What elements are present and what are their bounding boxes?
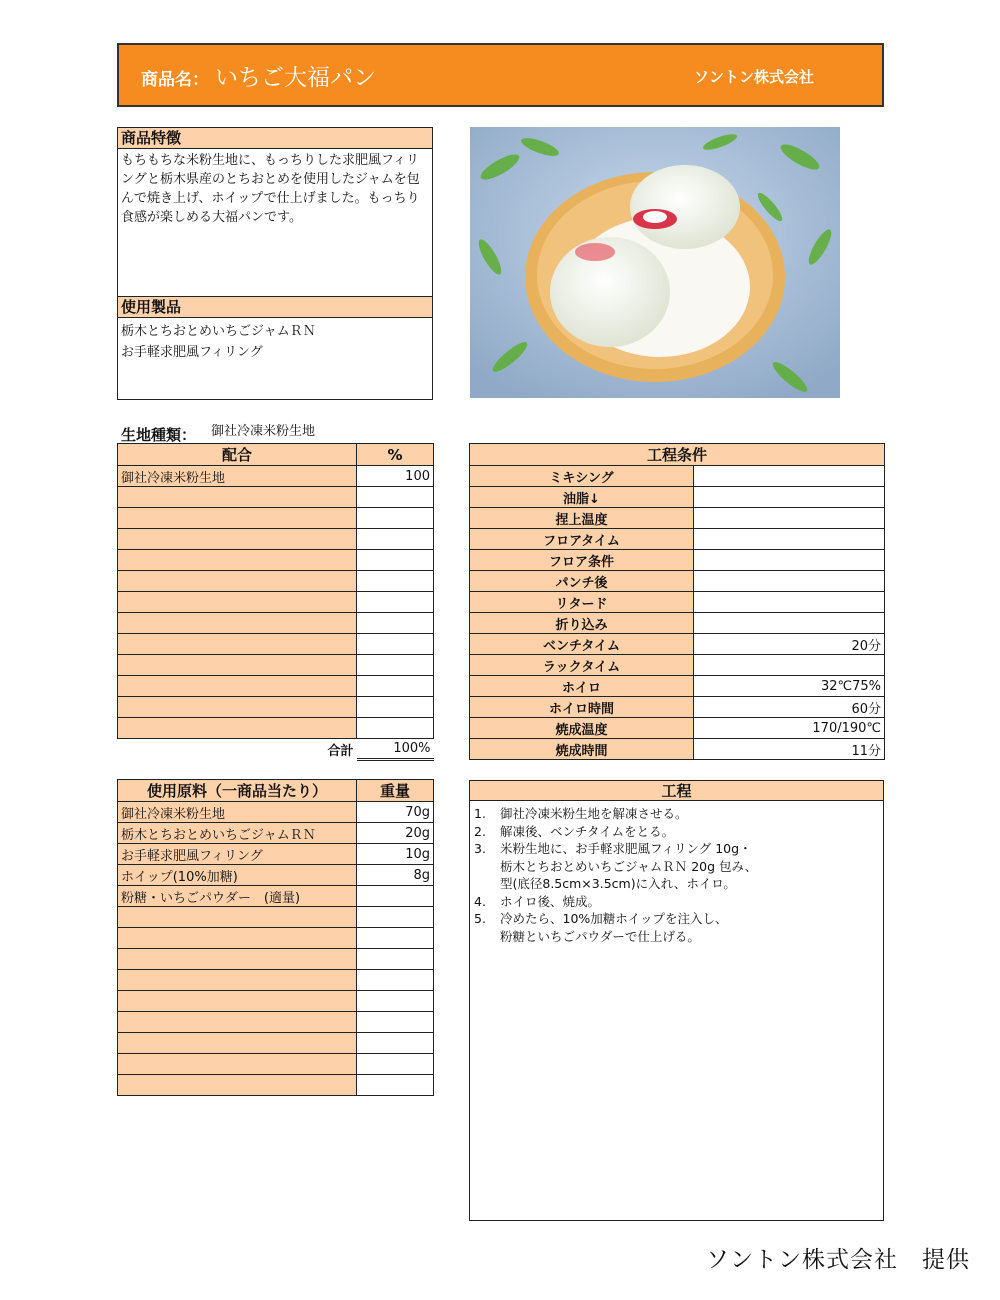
table-row [470,592,885,613]
table-row [118,823,434,844]
table-row [118,1054,434,1075]
list-item [474,910,883,945]
ingredient-weight [357,1075,434,1096]
company-name: ソントン株式会社 [694,68,815,86]
formula-col-pct: % [357,444,434,466]
formula-pct [357,550,434,571]
ingredient-weight: 20g [357,823,434,844]
condition-value [694,466,885,487]
formula-pct [357,571,434,592]
formula-pct [357,634,434,655]
features-box [117,127,433,297]
formula-name [118,592,357,613]
table-row [118,1012,434,1033]
formula-pct: 100 [357,466,434,487]
ingredient-name [118,1033,357,1054]
step-number: 3. [474,841,486,856]
list-item [474,805,883,823]
condition-label: フロアタイム [470,529,694,550]
condition-value [694,508,885,529]
condition-value [694,550,885,571]
condition-label: ベンチタイム [470,634,694,655]
table-row [118,844,434,865]
ingredient-weight [357,1033,434,1054]
ingredient-name [118,991,357,1012]
step-number: 5. [474,911,486,926]
ingredient-weight [357,991,434,1012]
table-row [118,655,434,676]
table-row [118,907,434,928]
step-number: 2. [474,823,486,839]
condition-value: 60分 [694,697,885,718]
features-heading: 商品特徴 [118,128,432,149]
formula-name [118,571,357,592]
table-row [118,697,434,718]
formula-name [118,634,357,655]
ingredient-weight [357,928,434,949]
step-text: 御社冷凍米粉生地を解凍させる。 [500,806,688,821]
list-item [474,893,883,911]
list-item [474,823,883,841]
table-row [470,739,885,760]
condition-label: ミキシング [470,466,694,487]
formula-total-row [118,739,434,760]
formula-pct [357,613,434,634]
formula-pct [357,592,434,613]
ingredient-name [118,970,357,991]
condition-label: パンチ後 [470,571,694,592]
table-row [470,487,885,508]
ingredient-name [118,928,357,949]
table-row [470,613,885,634]
table-row [470,718,885,739]
ingredient-name: 栃木とちおとめいちごジャムＲＮ [118,823,357,844]
table-row [118,949,434,970]
ingredient-name [118,907,357,928]
condition-value [694,529,885,550]
formula-total-value: 100% [357,739,434,760]
table-row [118,1075,434,1096]
step-text: ホイロ後、焼成。 [500,893,601,909]
step-text: 解凍後、ベンチタイムをとる。 [500,823,675,839]
product-header [117,43,884,107]
ingredients-table [117,779,434,1096]
table-row [470,634,885,655]
formula-pct [357,487,434,508]
condition-label: ホイロ時間 [470,697,694,718]
table-row [118,550,434,571]
ingredient-weight [357,907,434,928]
products-box [117,296,433,400]
ingredient-weight [357,970,434,991]
condition-value: 20分 [694,634,885,655]
table-row [470,550,885,571]
table-row [118,571,434,592]
table-row [470,655,885,676]
dough-type-label: 生地種類： [121,426,197,444]
table-row [118,676,434,697]
step-text: 冷めたら、10%加糖ホイップを注入し、 粉糖といちごパウダーで仕上げる。 [500,911,728,944]
formula-table [117,443,434,761]
condition-value: 32℃75% [694,676,885,697]
product-name: いちご大福パン [215,65,376,91]
formula-name [118,613,357,634]
condition-label: 折り込み [470,613,694,634]
formula-name [118,529,357,550]
formula-name [118,487,357,508]
condition-value: 170/190℃ [694,718,885,739]
ingredient-weight: 70g [357,802,434,823]
condition-value [694,592,885,613]
features-text: もちもちな米粉生地に、もっちりした求肥風フィリングと栃木県産のとちおとめを使用したジャムを包んで焼き上げ、ホイップで仕上げました。もっちり食感が楽しめる大福パンです。 [121,153,420,225]
ingredient-weight [357,949,434,970]
formula-pct [357,508,434,529]
footer-credit: ソントン株式会社 提供 [706,1247,970,1273]
condition-value [694,487,885,508]
formula-pct [357,718,434,739]
process-steps [470,801,883,945]
formula-name [118,718,357,739]
table-row [118,718,434,739]
table-row [118,592,434,613]
table-row [118,991,434,1012]
table-row [470,697,885,718]
formula-name [118,508,357,529]
table-row [470,466,885,487]
table-row [470,571,885,592]
product-title [141,59,376,92]
condition-label: ホイロ [470,676,694,697]
ingredient-name [118,1054,357,1075]
table-row [118,466,434,487]
formula-name: 御社冷凍米粉生地 [118,466,357,487]
conditions-table [469,443,885,760]
condition-label: 油脂↓ [470,487,694,508]
table-row [118,928,434,949]
formula-total-label: 合計 [118,739,357,760]
ingredient-weight [357,1012,434,1033]
condition-label: 焼成温度 [470,718,694,739]
condition-label: リタード [470,592,694,613]
ingredients-col-weight: 重量 [357,780,434,802]
formula-pct [357,697,434,718]
condition-value [694,571,885,592]
formula-pct [357,676,434,697]
conditions-heading: 工程条件 [470,444,885,466]
formula-name [118,655,357,676]
table-row [118,529,434,550]
ingredient-name [118,949,357,970]
condition-label: 焼成時間 [470,739,694,760]
ingredient-weight [357,1054,434,1075]
ingredient-name: お手軽求肥風フィリング [118,844,357,865]
product-photo [470,127,840,398]
product-name-label: 商品名： [141,70,209,90]
ingredient-name [118,1012,357,1033]
step-number: 1. [474,806,486,821]
step-number: 4. [474,893,486,909]
products-heading: 使用製品 [118,297,432,318]
formula-name [118,550,357,571]
product-item: お手軽求肥風フィリング [121,345,263,360]
table-row [470,529,885,550]
condition-value: 11分 [694,739,885,760]
condition-value [694,655,885,676]
ingredient-weight [357,886,434,907]
process-heading: 工程 [470,781,883,801]
dough-type-value: 御社冷凍米粉生地 [211,424,316,439]
table-row [118,865,434,886]
table-row [118,802,434,823]
table-row [118,886,434,907]
formula-name [118,676,357,697]
ingredient-name: ホイップ(10%加糖) [118,865,357,886]
condition-value [694,613,885,634]
condition-label: ラックタイム [470,655,694,676]
table-row [470,676,885,697]
table-row [118,1033,434,1054]
ingredient-name: 御社冷凍米粉生地 [118,802,357,823]
table-row [118,487,434,508]
ingredient-name [118,1075,357,1096]
process-box [469,780,884,1221]
condition-label: フロア条件 [470,550,694,571]
table-row [118,634,434,655]
table-row [118,613,434,634]
list-item [474,840,883,893]
condition-label: 捏上温度 [470,508,694,529]
product-item: 栃木とちおとめいちごジャムＲＮ [121,324,316,339]
table-row [118,508,434,529]
ingredient-name: 粉糖・いちごパウダー (適量) [118,886,357,907]
formula-pct [357,529,434,550]
ingredients-col-name: 使用原料（一商品当たり） [118,780,357,802]
step-text: 米粉生地に、お手軽求肥風フィリング 10g・ 栃木とちおとめいちごジャムＲＮ 20g 包み、 型(底径8.5cm×3.5cm)に入れ、ホイロ。 [500,841,758,891]
table-row [118,970,434,991]
ingredient-weight: 8g [357,865,434,886]
formula-pct [357,655,434,676]
products-list [118,318,432,365]
formula-col-name: 配合 [118,444,357,466]
ingredient-weight: 10g [357,844,434,865]
formula-name [118,697,357,718]
table-row [470,508,885,529]
